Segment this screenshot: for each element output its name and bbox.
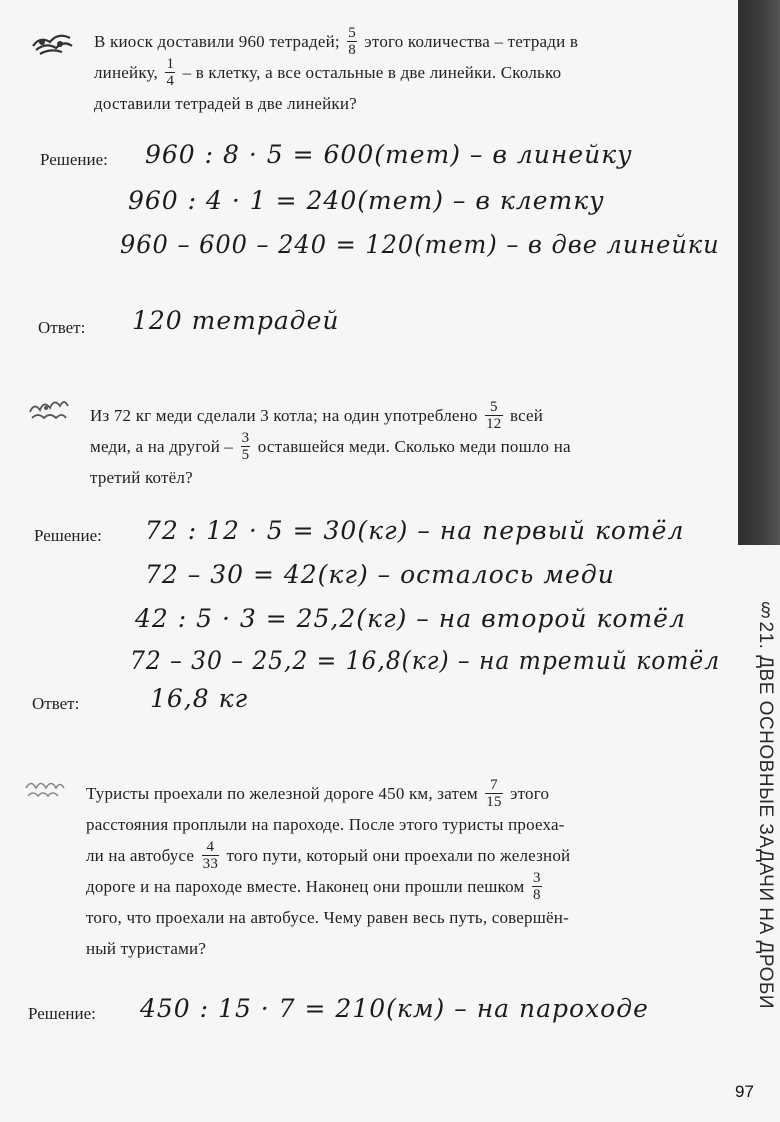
statement-text: оставшейся меди. Сколько меди пошло на: [257, 437, 571, 456]
statement-text: того, что проехали на автобусе. Чему равен весь путь, совершён-: [86, 908, 569, 927]
fraction: [202, 839, 219, 872]
task-1-statement: [94, 26, 578, 119]
solution-line: 72 – 30 – 25,2 = 16,8(кг) – на третий котёл: [130, 646, 721, 675]
statement-line: [90, 462, 571, 493]
task-3-statement: [86, 778, 570, 964]
statement-text: В киоск доставили 960 тетрадей;: [94, 32, 340, 51]
statement-line: [90, 431, 571, 462]
statement-text: этого: [510, 784, 550, 803]
solution-label: Решение:: [34, 526, 102, 545]
fraction-denominator: 8: [348, 41, 356, 58]
scribble-icon: [26, 396, 72, 426]
solution-label: Решение:: [28, 1004, 96, 1023]
chapter-dark-tab: [738, 0, 780, 545]
statement-line: [86, 778, 570, 809]
fraction-numerator: 1: [166, 55, 175, 72]
solution-line: 960 : 8 · 5 = 600(тет) – в линейку: [145, 140, 633, 169]
fraction-denominator: 12: [486, 415, 502, 432]
fraction-denominator: 8: [532, 886, 541, 903]
statement-text: всей: [509, 406, 544, 425]
fraction: [241, 430, 251, 463]
statement-text: того пути, который они проехали по железной: [226, 846, 571, 865]
fraction-denominator: 33: [202, 855, 219, 872]
fraction: [347, 25, 357, 58]
statement-text: этого количества – тетради в: [364, 32, 579, 51]
statement-line: [94, 57, 578, 88]
solution-line: 960 – 600 – 240 = 120(тет) – в две линейки: [120, 230, 720, 259]
fraction-denominator: 5: [241, 446, 250, 463]
statement-text: Из 72 кг меди сделали 3 котла; на один употреблено: [90, 406, 478, 425]
statement-text: ли на автобусе: [86, 846, 195, 865]
fraction-numerator: 7: [485, 777, 502, 794]
page-number: 97: [735, 1082, 754, 1101]
fraction: [165, 56, 175, 89]
answer-text: 120 тетрадей: [132, 306, 340, 335]
statement-line: [86, 902, 570, 933]
statement-text: – в клетку, а все остальные в две линейки. Сколько: [182, 63, 562, 82]
answer-text: 16,8 кг: [150, 684, 249, 713]
solution-line: 450 : 15 · 7 = 210(км) – на пароходе: [140, 994, 649, 1023]
fraction-numerator: 5: [348, 24, 356, 41]
statement-line: [86, 871, 570, 902]
fraction-numerator: 4: [202, 839, 219, 856]
solution-line: 72 – 30 = 42(кг) – осталось меди: [145, 560, 615, 589]
chapter-side-band: [738, 0, 780, 1122]
statement-line: [94, 26, 578, 57]
fraction-numerator: 5: [485, 399, 502, 416]
fraction-denominator: 4: [166, 72, 175, 89]
solution-label: Решение:: [40, 150, 108, 169]
solution-line: 960 : 4 · 1 = 240(тет) – в клетку: [128, 186, 605, 215]
statement-text: расстояния проплыли на пароходе. После этого туристы проеха-: [86, 815, 565, 834]
answer-label: Ответ:: [32, 694, 80, 713]
answer-label: Ответ:: [38, 318, 86, 337]
statement-text: дороге и на пароходе вместе. Наконец они прошли пешком: [86, 877, 525, 896]
statement-line: [94, 88, 578, 119]
statement-text: ный туристами?: [86, 939, 207, 958]
fraction: [485, 777, 502, 810]
statement-text: третий котёл?: [90, 468, 193, 487]
task-2-statement: [90, 400, 571, 493]
chapter-title: §21. ДВЕ ОСНОВНЫЕ ЗАДАЧИ НА ДРОБИ: [755, 600, 776, 1009]
fraction-denominator: 15: [486, 793, 502, 810]
fraction: [485, 399, 502, 432]
fraction: [532, 870, 542, 903]
pencil-doodle-icon: [30, 28, 76, 58]
statement-text: Туристы проехали по железной дороге 450 км, затем: [86, 784, 478, 803]
fraction-numerator: 3: [532, 869, 541, 886]
solution-line: 42 : 5 · 3 = 25,2(кг) – на второй котёл: [135, 604, 686, 633]
statement-line: [86, 809, 570, 840]
statement-text: линейку,: [94, 63, 158, 82]
statement-line: [90, 400, 571, 431]
statement-line: [86, 933, 570, 964]
solution-line: 72 : 12 · 5 = 30(кг) – на первый котёл: [145, 516, 685, 545]
statement-line: [86, 840, 570, 871]
statement-text: меди, а на другой –: [90, 437, 234, 456]
fraction-numerator: 3: [241, 429, 250, 446]
statement-text: доставили тетрадей в две линейки?: [94, 94, 357, 113]
scribble-icon: [22, 774, 68, 804]
